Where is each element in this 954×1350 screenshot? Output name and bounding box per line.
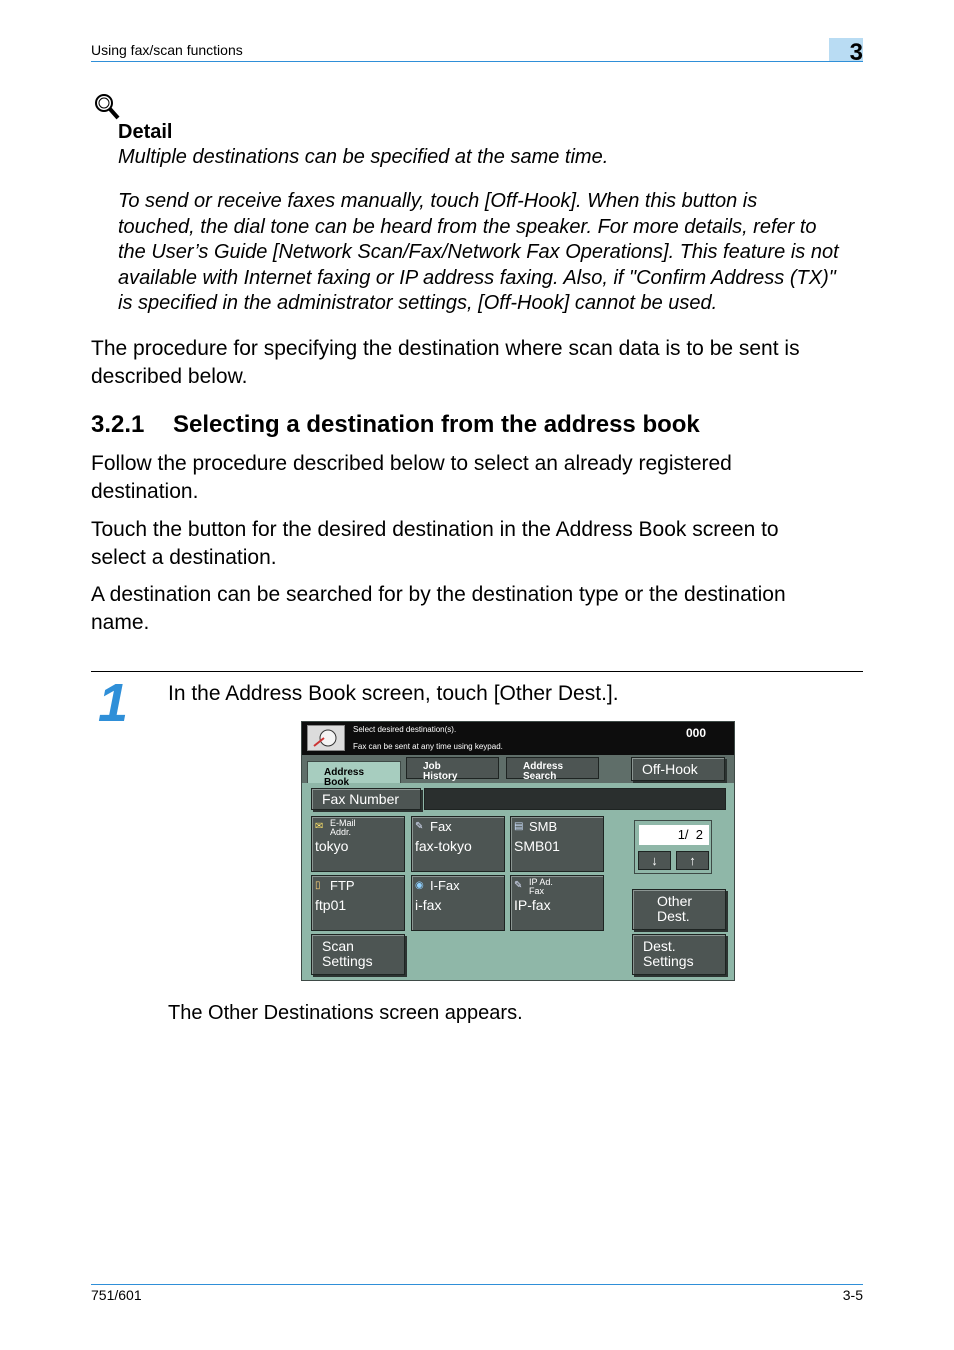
- destination-counter: 000: [686, 726, 707, 740]
- paragraph: Touch the button for the desired destination in the Address Book screen to select a destination.: [91, 518, 779, 569]
- message-bar: [302, 722, 734, 755]
- section-number: 3.2.1: [91, 411, 145, 438]
- footer-rule: [91, 1284, 863, 1285]
- detail-note: To send or receive faxes manually, touch [Off-Hook]. When this button is touched, the dial tone can be heard from the speaker. For more details, refer to the User’s Guide [Network Scan/Fax/Network Fax Operations]. This feature is not available with Internet faxing or IP address faxing. Also, if "Confirm Address (TX)" is specified in the administrator settings, [Off-Hook] cannot be used.: [118, 190, 839, 315]
- panel-message: Select desired destination(s).: [353, 725, 457, 734]
- fax-number-button[interactable]: Fax Number: [311, 788, 421, 810]
- step-number: 1: [98, 673, 129, 733]
- detail-text: Multiple destinations can be specified at the same time.: [118, 146, 609, 168]
- off-hook-button[interactable]: Off-Hook: [631, 757, 725, 781]
- page-navigator: [634, 820, 712, 874]
- magnifier-icon: [93, 92, 121, 122]
- arrow-down-icon: ↓: [651, 853, 658, 868]
- destination-button-ipfax[interactable]: ✎ IP Ad. Fax IP-fax: [510, 875, 604, 931]
- chapter-number: 3: [849, 39, 863, 66]
- network-fax-icon: ✎: [514, 880, 523, 891]
- detail-title: Detail: [118, 121, 173, 143]
- page-down-button[interactable]: [638, 851, 671, 870]
- step-rule: [91, 671, 863, 672]
- page-indicator: 1/ 2: [639, 825, 709, 845]
- fax-icon: ✎: [415, 821, 424, 832]
- scan-settings-button[interactable]: Scan Settings: [311, 934, 405, 975]
- destination-button-fax[interactable]: ✎ Fax fax-tokyo: [411, 816, 505, 872]
- page-up-button[interactable]: [676, 851, 709, 870]
- running-header: Using fax/scan functions: [91, 42, 243, 58]
- tab-address-book[interactable]: Address Book: [307, 761, 401, 783]
- fax-number-input[interactable]: [424, 788, 726, 810]
- server-icon: ▤: [514, 821, 524, 832]
- panel-message-sub: Fax can be sent at any time using keypad.: [353, 742, 503, 751]
- tab-job-history[interactable]: Job History: [406, 757, 499, 779]
- destination-button-ftp[interactable]: ▯ FTP ftp01: [311, 875, 405, 931]
- ftp-icon: ▯: [315, 880, 321, 891]
- arrow-up-icon: ↑: [689, 853, 696, 868]
- other-dest-button[interactable]: Other Dest.: [632, 889, 726, 930]
- dest-settings-button[interactable]: Dest. Settings: [632, 934, 726, 975]
- destination-button-smb[interactable]: ▤ SMB SMB01: [510, 816, 604, 872]
- step-result: The Other Destinations screen appears.: [168, 1002, 523, 1024]
- destination-button-email[interactable]: ✉ E-Mail Addr. tokyo: [311, 816, 405, 872]
- section-title: Selecting a destination from the address book: [173, 411, 700, 438]
- tab-strip: [302, 755, 734, 788]
- address-book-screen: [301, 721, 735, 981]
- destination-button-ifax[interactable]: ◉ I-Fax i-fax: [411, 875, 505, 931]
- paragraph: Follow the procedure described below to select an already registered destination.: [91, 452, 732, 503]
- globe-icon: ◉: [415, 880, 424, 891]
- tab-address-search[interactable]: Address Search: [506, 757, 599, 779]
- header-rule: [91, 61, 863, 62]
- envelope-icon: ✉: [315, 821, 324, 832]
- device-logo-icon: [307, 725, 345, 751]
- footer-page-number: 3-5: [842, 1287, 863, 1303]
- intro-paragraph: The procedure for specifying the destination where scan data is to be sent is described below.: [91, 337, 800, 388]
- paragraph: A destination can be searched for by the destination type or the destination name.: [91, 583, 786, 634]
- footer-model: 751/601: [91, 1287, 142, 1303]
- step-instruction: In the Address Book screen, touch [Other Dest.].: [168, 682, 619, 705]
- section-heading: [91, 411, 700, 439]
